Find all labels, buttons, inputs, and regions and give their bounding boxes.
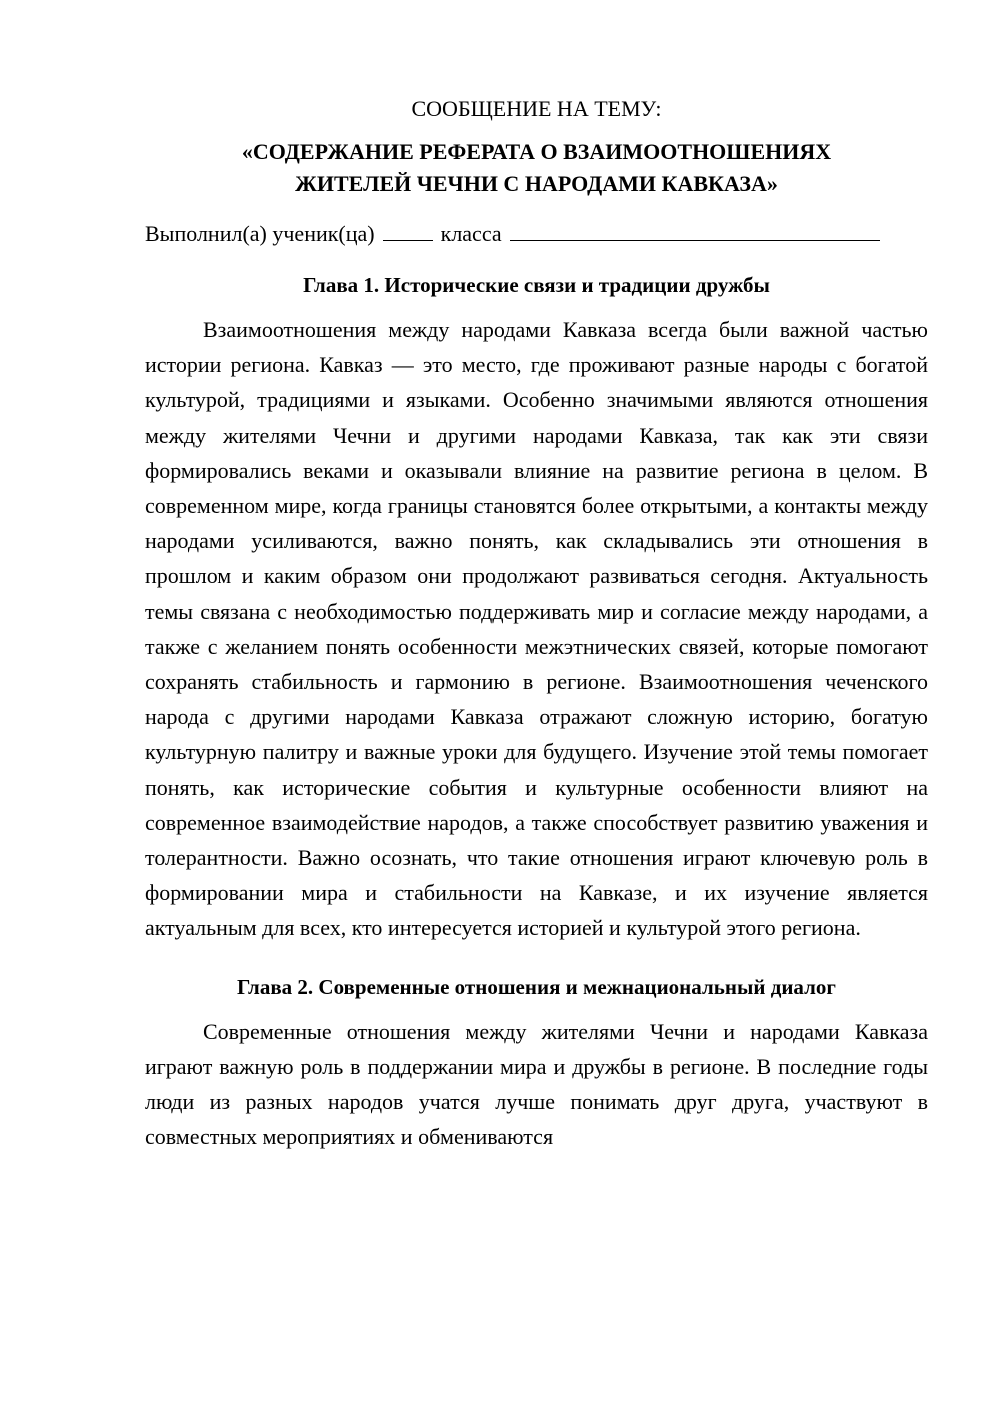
- document-header: СООБЩЕНИЕ НА ТЕМУ:: [411, 96, 662, 121]
- document-body: [145, 94, 928, 1154]
- byline-prefix: Выполнил(а) ученик(ца): [145, 221, 375, 246]
- chapter-2-heading: Глава 2. Современные отношения и межнациональный диалог: [237, 974, 836, 999]
- document-title: [145, 136, 928, 200]
- title-line-1: «СОДЕРЖАНИЕ РЕФЕРАТА О ВЗАИМООТНОШЕНИЯХ: [241, 139, 832, 164]
- name-blank-line: [510, 218, 880, 241]
- chapter-1-paragraph: Взаимоотношения между народами Кавказа всегда были важной частью истории региона. Кавказ — это место, где проживают разные народы с богатой культурой, традициями и языками. Особенно значимыми являются отношения между жителями Чечни и другими народами Кавказа, так как эти связи формировались веками и оказывали влияние на развитие региона в целом. В современном мире, когда границы становятся более открытыми, а контакты между народами усиливаются, важно понять, как складывались эти отношения в прошлом и каким образом они продолжают развиваться сегодня. Актуальность темы связана с необходимостью поддерживать мир и согласие между народами, а также с желанием понять особенности межэтнических связей, которые помогают сохранять стабильность и гармонию в регионе. Взаимоотношения чеченского народа с другими народами Кавказа отражают сложную историю, богатую культурную палитру и важные уроки для будущего. Изучение этой темы помогает понять, как исторические события и культурные особенности влияют на современное взаимодействие народов, а также способствует развитию уважения и толерантности. Важно осознать, что такие отношения играют ключевую роль в формировании мира и стабильности на Кавказе, и их изучение является актуальным для всех, кто интересуется историей и культурой этого региона.: [145, 317, 928, 941]
- grade-blank-line: [383, 218, 433, 241]
- author-byline: [145, 218, 928, 250]
- byline-middle: класса: [440, 221, 502, 246]
- chapter-1-heading: Глава 1. Исторические связи и традиции дружбы: [303, 273, 770, 297]
- title-line-2: ЖИТЕЛЕЙ ЧЕЧНИ С НАРОДАМИ КАВКАЗА»: [295, 171, 778, 196]
- chapter-2-paragraph: Современные отношения между жителями Чечни и народами Кавказа играют важную роль в поддержании мира и дружбы в регионе. В последние годы люди из разных народов учатся лучше понимать друг друга, участвуют в совместных мероприятиях и обмениваются: [145, 1018, 928, 1150]
